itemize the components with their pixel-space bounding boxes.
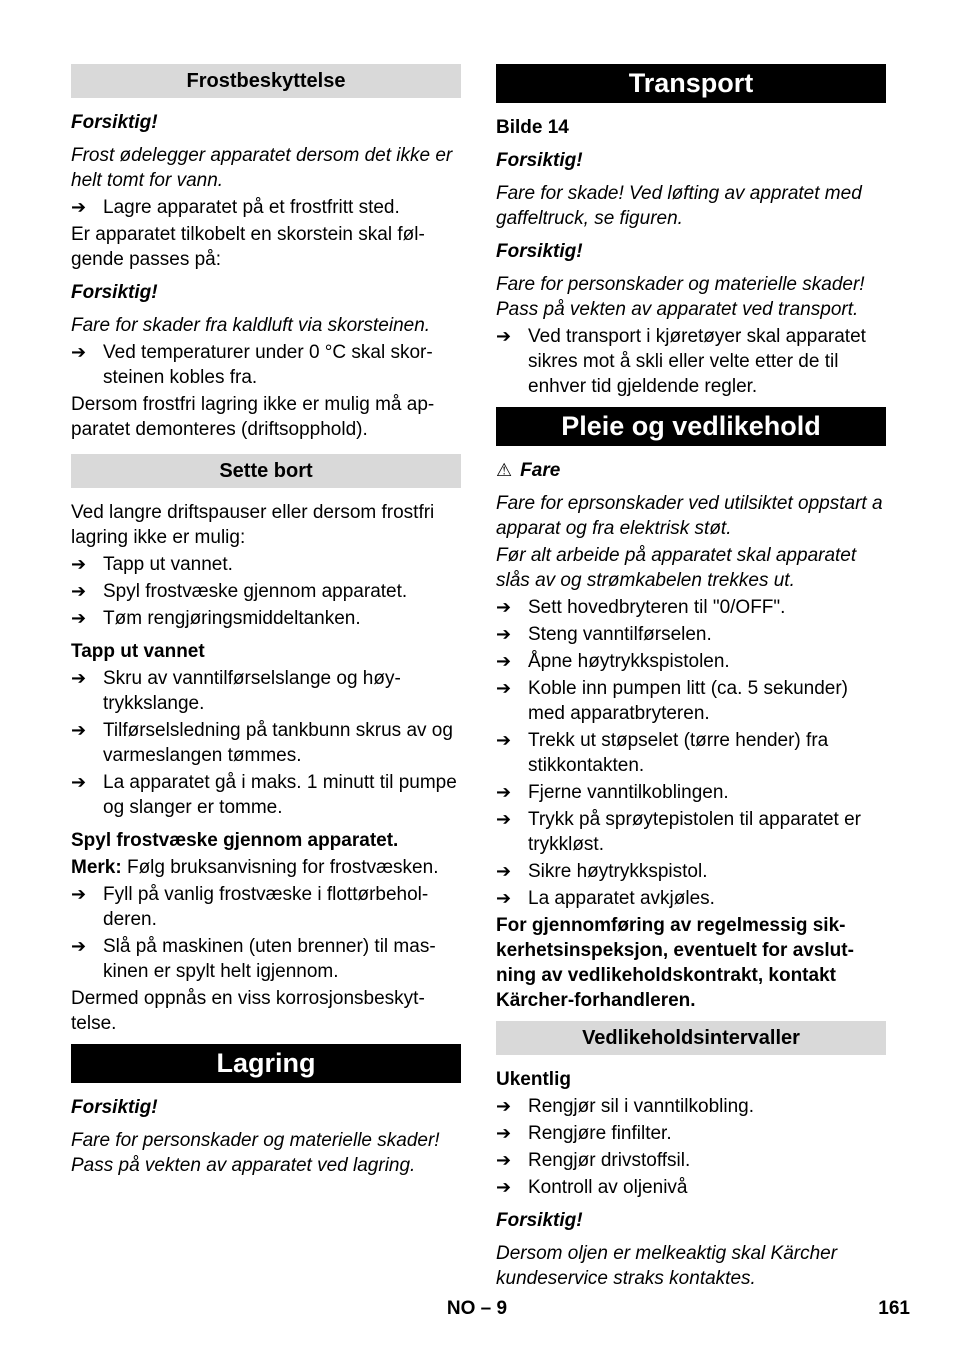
arrow-icon: ➔ bbox=[71, 197, 87, 217]
step-item: ➔ Skru av vanntilførselslange og høytrykkslange. bbox=[71, 668, 401, 714]
arrow-icon: ➔ bbox=[71, 668, 87, 688]
page-number: 161 bbox=[878, 1298, 910, 1319]
step-item: ➔ Tapp ut vannet. bbox=[71, 554, 233, 575]
step-item: ➔ Kontroll av oljenivå bbox=[496, 1177, 688, 1198]
paragraph: Dermed oppnås en viss korrosjonsbeskyttelse. bbox=[71, 988, 425, 1034]
step-item: ➔ Sett hovedbryteren til "0/OFF". bbox=[496, 597, 786, 618]
arrow-icon: ➔ bbox=[496, 861, 512, 881]
step-item: ➔ Trekk ut støpselet (tørre hender) fra stikkontakten. bbox=[496, 730, 829, 776]
step-item: ➔ Spyl frostvæske gjennom apparatet. bbox=[71, 581, 408, 602]
step-item: ➔ La apparatet gå i maks. 1 minutt til pumpe og slanger er tomme. bbox=[71, 772, 457, 818]
step-item: ➔ Tøm rengjøringsmiddeltanken. bbox=[71, 608, 361, 629]
step-item: ➔ Lagre apparatet på et frostfritt sted. bbox=[71, 197, 400, 218]
step-item: ➔ Rengjør drivstoffsil. bbox=[496, 1150, 691, 1171]
arrow-icon: ➔ bbox=[496, 782, 512, 802]
arrow-icon: ➔ bbox=[496, 651, 512, 671]
step-item: ➔ Fyll på vanlig frostvæske i flottørbeholderen. bbox=[71, 884, 429, 930]
arrow-icon: ➔ bbox=[71, 608, 87, 628]
arrow-icon: ➔ bbox=[496, 888, 512, 908]
figure-ref: Bilde 14 bbox=[496, 117, 569, 138]
arrow-icon: ➔ bbox=[496, 1150, 512, 1170]
arrow-icon: ➔ bbox=[496, 326, 512, 346]
arrow-icon: ➔ bbox=[496, 1096, 512, 1116]
page-footer-label: NO – 9 bbox=[446, 1298, 508, 1319]
arrow-icon: ➔ bbox=[496, 1123, 512, 1143]
subheading: Spyl frostvæske gjennom apparatet. bbox=[71, 830, 399, 851]
section-heading-frostbeskyttelse: Frostbeskyttelse bbox=[71, 64, 461, 98]
section-heading-sette-bort: Sette bort bbox=[71, 454, 461, 488]
step-item: ➔ Steng vanntilførselen. bbox=[496, 624, 712, 645]
arrow-icon: ➔ bbox=[71, 554, 87, 574]
bold-note: For gjennomføring av regelmessig sikkerhetsinspeksjon, eventuelt for avslutning av vedlikeholdskontrakt, kontakt Kärcher-forhandleren. bbox=[496, 915, 854, 1011]
note: Merk: Følg bruksanvisning for frostvæsken. bbox=[71, 857, 439, 878]
arrow-icon: ➔ bbox=[71, 342, 87, 362]
arrow-icon: ➔ bbox=[71, 772, 87, 792]
section-heading-transport: Transport bbox=[496, 64, 886, 103]
step-item: ➔ Fjerne vanntilkoblingen. bbox=[496, 782, 729, 803]
step-item: ➔ Ved transport i kjøretøyer skal apparatet sikres mot å skli eller velte etter de til enhver tid gjeldende regler. bbox=[496, 326, 866, 397]
section-heading-lagring: Lagring bbox=[71, 1044, 461, 1083]
section-heading-pleie: Pleie og vedlikehold bbox=[496, 407, 886, 446]
arrow-icon: ➔ bbox=[71, 581, 87, 601]
caution-text: Fare for personskader og materielle skader! Pass på vekten av apparatet ved transport. bbox=[496, 274, 865, 320]
paragraph: Er apparatet tilkobelt en skorstein skal følgende passes på: bbox=[71, 224, 425, 270]
warning-triangle-icon: ⚠ bbox=[496, 460, 513, 480]
caution-label: Forsiktig! bbox=[71, 282, 158, 303]
caution-label: Forsiktig! bbox=[71, 1097, 158, 1118]
left-column bbox=[71, 64, 461, 1180]
arrow-icon: ➔ bbox=[71, 720, 87, 740]
step-item: ➔ Koble inn pumpen litt (ca. 5 sekunder) med apparatbryteren. bbox=[496, 678, 849, 724]
subheading: Tapp ut vannet bbox=[71, 641, 205, 662]
step-item: ➔ Sikre høytrykkspistol. bbox=[496, 861, 708, 882]
caution-text: Fare for skade! Ved løfting av appratet med gaffeltruck, se figuren. bbox=[496, 183, 862, 229]
caution-text: Dersom oljen er melkeaktig skal Kärcher kundeservice straks kontaktes. bbox=[496, 1243, 838, 1289]
caution-label: Forsiktig! bbox=[71, 112, 158, 133]
step-item: ➔ Trykk på sprøytepistolen til apparatet er trykkløst. bbox=[496, 809, 861, 855]
caution-text: Frost ødelegger apparatet dersom det ikke er helt tomt for vann. bbox=[71, 145, 453, 191]
step-item: ➔ Rengjør sil i vanntilkobling. bbox=[496, 1096, 754, 1117]
arrow-icon: ➔ bbox=[71, 884, 87, 904]
arrow-icon: ➔ bbox=[496, 597, 512, 617]
right-column bbox=[496, 64, 886, 1293]
paragraph: Dersom frostfri lagring ikke er mulig må apparatet demonteres (driftsopphold). bbox=[71, 394, 435, 440]
caution-text: Fare for personskader og materielle skader! Pass på vekten av apparatet ved lagring. bbox=[71, 1130, 440, 1176]
arrow-icon: ➔ bbox=[496, 730, 512, 750]
arrow-icon: ➔ bbox=[496, 1177, 512, 1197]
danger-label: ⚠ Fare bbox=[496, 460, 561, 481]
step-item: ➔ La apparatet avkjøles. bbox=[496, 888, 715, 909]
step-item: ➔ Åpne høytrykkspistolen. bbox=[496, 651, 730, 672]
step-item: ➔ Rengjøre finfilter. bbox=[496, 1123, 672, 1144]
step-item: ➔ Tilførselsledning på tankbunn skrus av og varmeslangen tømmes. bbox=[71, 720, 453, 766]
caution-text: Fare for skader fra kaldluft via skorsteinen. bbox=[71, 315, 431, 336]
step-item: ➔ Ved temperaturer under 0 °C skal skorsteinen kobles fra. bbox=[71, 342, 433, 388]
caution-label: Forsiktig! bbox=[496, 241, 583, 262]
caution-label: Forsiktig! bbox=[496, 1210, 583, 1231]
arrow-icon: ➔ bbox=[496, 809, 512, 829]
danger-text: Fare for eprsonskader ved utilsiktet oppstart a apparat og fra elektrisk støt. bbox=[496, 493, 883, 539]
paragraph: Ved langre driftspauser eller dersom frostfri lagring ikke er mulig: bbox=[71, 502, 435, 548]
arrow-icon: ➔ bbox=[496, 678, 512, 698]
danger-text: Før alt arbeide på apparatet skal apparatet slås av og strømkabelen trekkes ut. bbox=[496, 545, 857, 591]
step-item: ➔ Slå på maskinen (uten brenner) til maskinen er spylt helt igjennom. bbox=[71, 936, 436, 982]
subheading: Ukentlig bbox=[496, 1069, 571, 1090]
section-heading-vedlikeholdsintervaller: Vedlikeholdsintervaller bbox=[496, 1021, 886, 1055]
arrow-icon: ➔ bbox=[71, 936, 87, 956]
arrow-icon: ➔ bbox=[496, 624, 512, 644]
caution-label: Forsiktig! bbox=[496, 150, 583, 171]
